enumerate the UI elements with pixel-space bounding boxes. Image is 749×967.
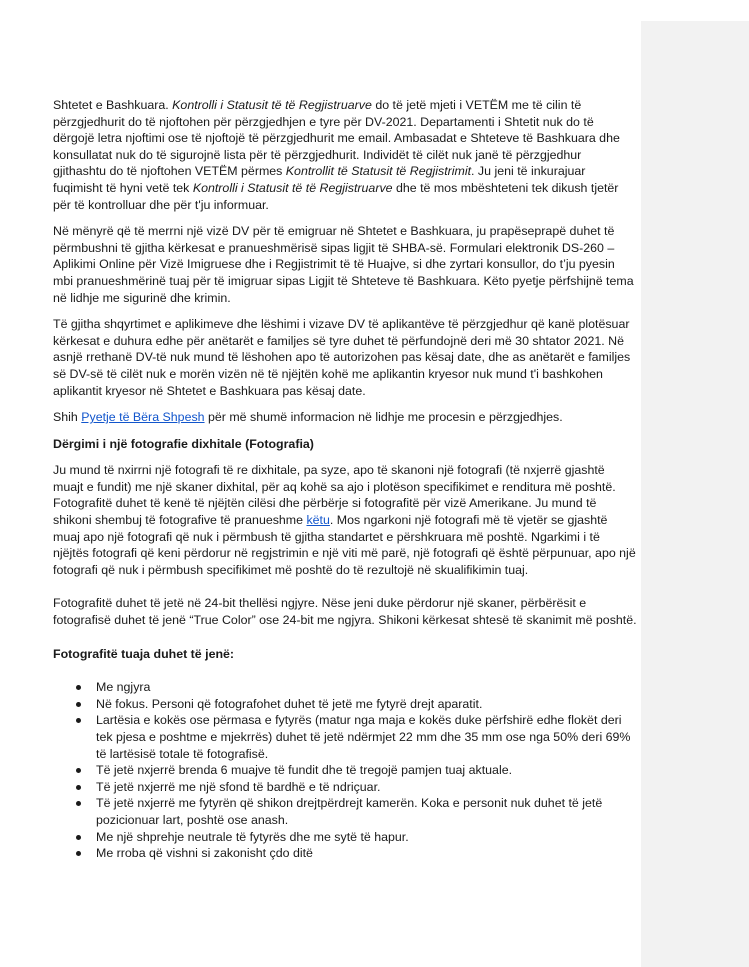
text-run: dhe të mos mbështeteni tek dikush tjetër për të kontrolluar dhe për t'ju informuar. <box>53 180 619 212</box>
list-item: Me rroba që vishni si zakonisht çdo ditë <box>96 845 637 862</box>
paragraph-photo-instructions <box>53 462 637 578</box>
italic-run: Kontrolli i Statusit të të Regjistruarve <box>172 98 372 112</box>
list-item: Lartësia e kokës ose përmasa e fytyrës (matur nga maja e kokës duke përfshirë edhe flokët deri tek pjesa e poshtme e mjekrrës) duhet të jetë ndërmjet 22 mm dhe 35 mm ose nga 50% deri 69% të lartësisë totale të fotografisë. <box>96 712 637 762</box>
paragraph-status-check <box>53 97 637 213</box>
paragraph-faq <box>53 409 637 426</box>
heading-text: Dërgimi i një fotografie dixhitale (Fotografia) <box>53 436 314 451</box>
list-item: Në fokus. Personi që fotografohet duhet të jetë me fytyrë drejt aparatit. <box>96 696 637 713</box>
comments-margin-panel <box>641 21 749 967</box>
italic-run: Kontrolli i Statusit të të Regjistruarve <box>192 180 393 195</box>
italic-run: Kontrollit të Statusit të Regjistrimit <box>285 164 472 179</box>
document-page <box>53 97 637 862</box>
paragraph-deadline: Të gjitha shqyrtimet e aplikimeve dhe lëshimi i vizave DV të aplikantëve të përzgjedhur që kanë plotësuar kërkesat e duhura edhe për anëtarët e familjes së tyre duhet të përfundojnë deri më 30 shtator 2021. Në asnjë rrethanë DV-të nuk mund të lëshohen apo të autorizohen pas kësaj date, dhe as anëtarët e familjes së DV-së të cilët nuk e morën vizën në të njëjtën kohë me aplikantin kryesor nuk mund t'i bashkohen aplikantit kryesor në Shtetet e Bashkuara pas kësaj date. <box>53 317 631 398</box>
paragraph-admissibility: Në mënyrë që të merrni një vizë DV për të emigruar në Shtetet e Bashkuara, ju prapëseprapë duhet të përmbushni të gjitha kërkesat e pranueshmërisë sipas ligjit të SHBA-së. Formulari elektronik DS-260 – Aplikimi Online për Vizë Imigruese dhe i Regjistrimit të të Huajve, si dhe zyrtari konsullor, do t’ju pyesin mbi pranueshmërinë tuaj për të imigruar sipas Ligjit të Shteteve të Bashkuara. Këto pyetje përfshijnë tema në lidhje me sigurinë dhe krimin. <box>53 224 634 305</box>
text-run: Shtetet e Bashkuara. <box>53 98 173 112</box>
section-heading-requirements <box>53 646 637 663</box>
requirements-list <box>53 679 637 862</box>
list-item: Me një shprehje neutrale të fytyrës dhe me sytë të hapur. <box>96 829 637 846</box>
list-item: Të jetë nxjerrë brenda 6 muajve të fundit dhe të tregojë pamjen tuaj aktuale. <box>96 762 637 779</box>
text-run: . Mos ngarkoni një fotografi më të vjetër se gjashtë muaj apo një fotografi që nuk i përmbush të gjitha standartet e përshkruara më poshtë. Ngarkimi i të njëjtës fotografi që keni përdorur në regjstrimin e një viti më parë, një fotografi që është përpunuar, apo një fotografi që nuk i përmbush specifikimet më poshtë do të rezultojë në skualifikimin tuaj. <box>53 513 636 577</box>
heading-text: Fotografitë tuaja duhet të jenë: <box>53 646 235 661</box>
list-item: Të jetë nxjerrë me një sfond të bardhë e të ndriçuar. <box>96 779 637 796</box>
examples-link[interactable]: këtu <box>306 513 330 528</box>
text-run: Ju mund të nxirrni një fotografi të re dixhitale, pa syze, apo të skanoni një fotografi (të nxjerrë gjashtë muajt e fundit) me një skaner dixhital, për aq kohë sa ajo i plotëson specifikimet e renditura më poshtë. Fotografitë duhet të kenë të njëjtën cilësi dhe përbërje si fotografitë për vizë Amerikane. Ju mund të shikoni shembuj të fotografive të pranueshme <box>53 463 616 528</box>
faq-link[interactable]: Pyetje të Bëra Shpesh <box>81 410 205 425</box>
text-run: . Ju jeni të inkurajuar fuqimisht të hyni vetë tek <box>53 164 586 195</box>
list-item: Me ngjyra <box>96 679 637 696</box>
text-run: Shih <box>53 410 82 425</box>
text-run: do të jetë mjeti i VETËM me të cilin të përzgjedhurit do të njoftohen për përzgjedhjen e tyre për DV-2021. Departamenti i Shtetit nuk do të dërgojë letra njoftimi ose të njoftojë të përzgjedhurit me email. Ambasadat e Shteteve të Bashkuara dhe konsullatat nuk do të sigurojnë lista për të përzgjedhurit. Individët të cilët nuk janë të përzgjedhur gjithashtu do të njoftohen VETËM përmes <box>53 98 620 179</box>
text-run: për më shumë informacion në lidhje me procesin e përzgjedhjes. <box>204 410 563 425</box>
section-heading-photo <box>53 436 637 453</box>
list-item: Të jetë nxjerrë me fytyrën që shikon drejtpërdrejt kamerën. Koka e personit nuk duhet të jetë pozicionuar lart, poshtë ose anash. <box>96 795 637 828</box>
paragraph-color-depth: Fotografitë duhet të jetë në 24-bit thellësi ngjyre. Nëse jeni duke përdorur një skaner, përbërësit e fotografisë duhet të jenë “True Color” ose 24-bit me ngjyra. Shikoni kërkesat shtesë të skanimit më poshtë. <box>53 596 637 628</box>
